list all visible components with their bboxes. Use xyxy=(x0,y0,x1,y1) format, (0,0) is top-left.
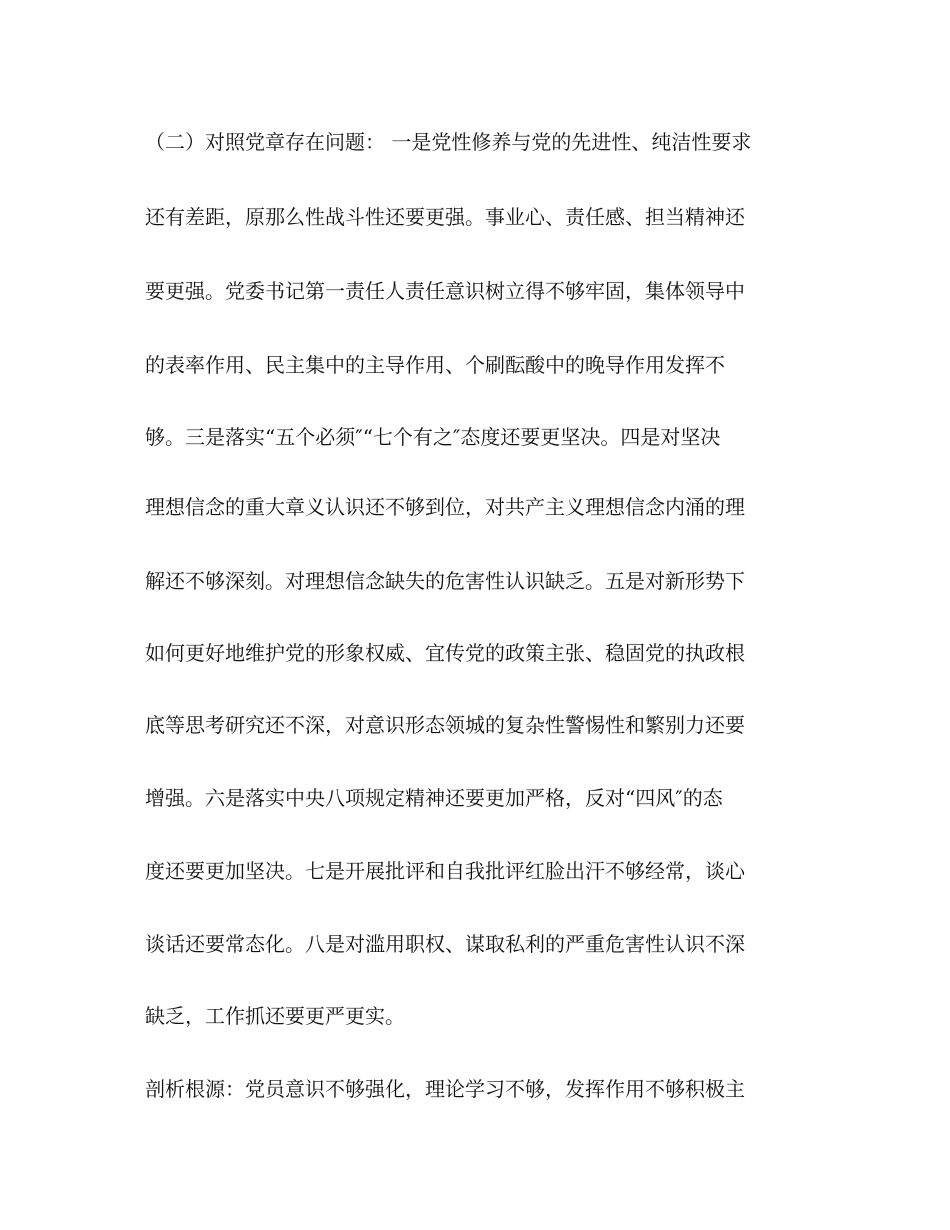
paragraph-line: 底等思考研究还不深，对意识形态领城的复杂性警惕性和繁别力还要 xyxy=(145,713,745,737)
paragraph-line: 谈话还要常态化。八是对滥用职权、谋取私利的严重危害性认识不深 xyxy=(145,932,745,956)
paragraph-line: 的表率作用、民主集中的主导作用、个刷酝酸中的晚导作用发挥不 xyxy=(145,353,725,377)
paragraph-line: 缺乏，工作抓还要更严更实。 xyxy=(145,1004,405,1028)
paragraph-line: 剖析根源：党员意识不够强化，理论学习不够，发挥作用不够积极主 xyxy=(145,1077,745,1101)
paragraph-line: 如何更好地维护党的形象权威、宜传党的政策主张、稳固党的执政根 xyxy=(145,641,745,665)
paragraph-line: 解还不够深刻。对理想信念缺失的危害性认识缺乏。五是对新形势下 xyxy=(145,569,745,593)
paragraph-line: 还有差距，原那么性战斗性还要更强。事业心、责任感、担当精神还 xyxy=(145,205,745,229)
paragraph-line: 增强。六是落实中央八项规定精神还要更加严格，反对“四风″的态 xyxy=(145,786,723,810)
paragraph-line: 理想信念的重大章义认识还不够到位，对共产主义理想信念内涌的理 xyxy=(145,495,745,519)
paragraph-line: 够。三是落实“五个必须″“七个有之″态度还要更坚决。四是对坚决 xyxy=(145,425,721,449)
paragraph-line: （二）对照党章存在问题： 一是党性修养与党的先进性、纯洁性要求 xyxy=(145,130,752,154)
paragraph-line: 度还要更加坚决。七是开展批评和自我批评红脸出汗不够经常，谈心 xyxy=(145,859,745,883)
paragraph-line: 要更强。党委书记第一责任人责任意识树立得不够牢固，集体领导中 xyxy=(145,279,745,303)
